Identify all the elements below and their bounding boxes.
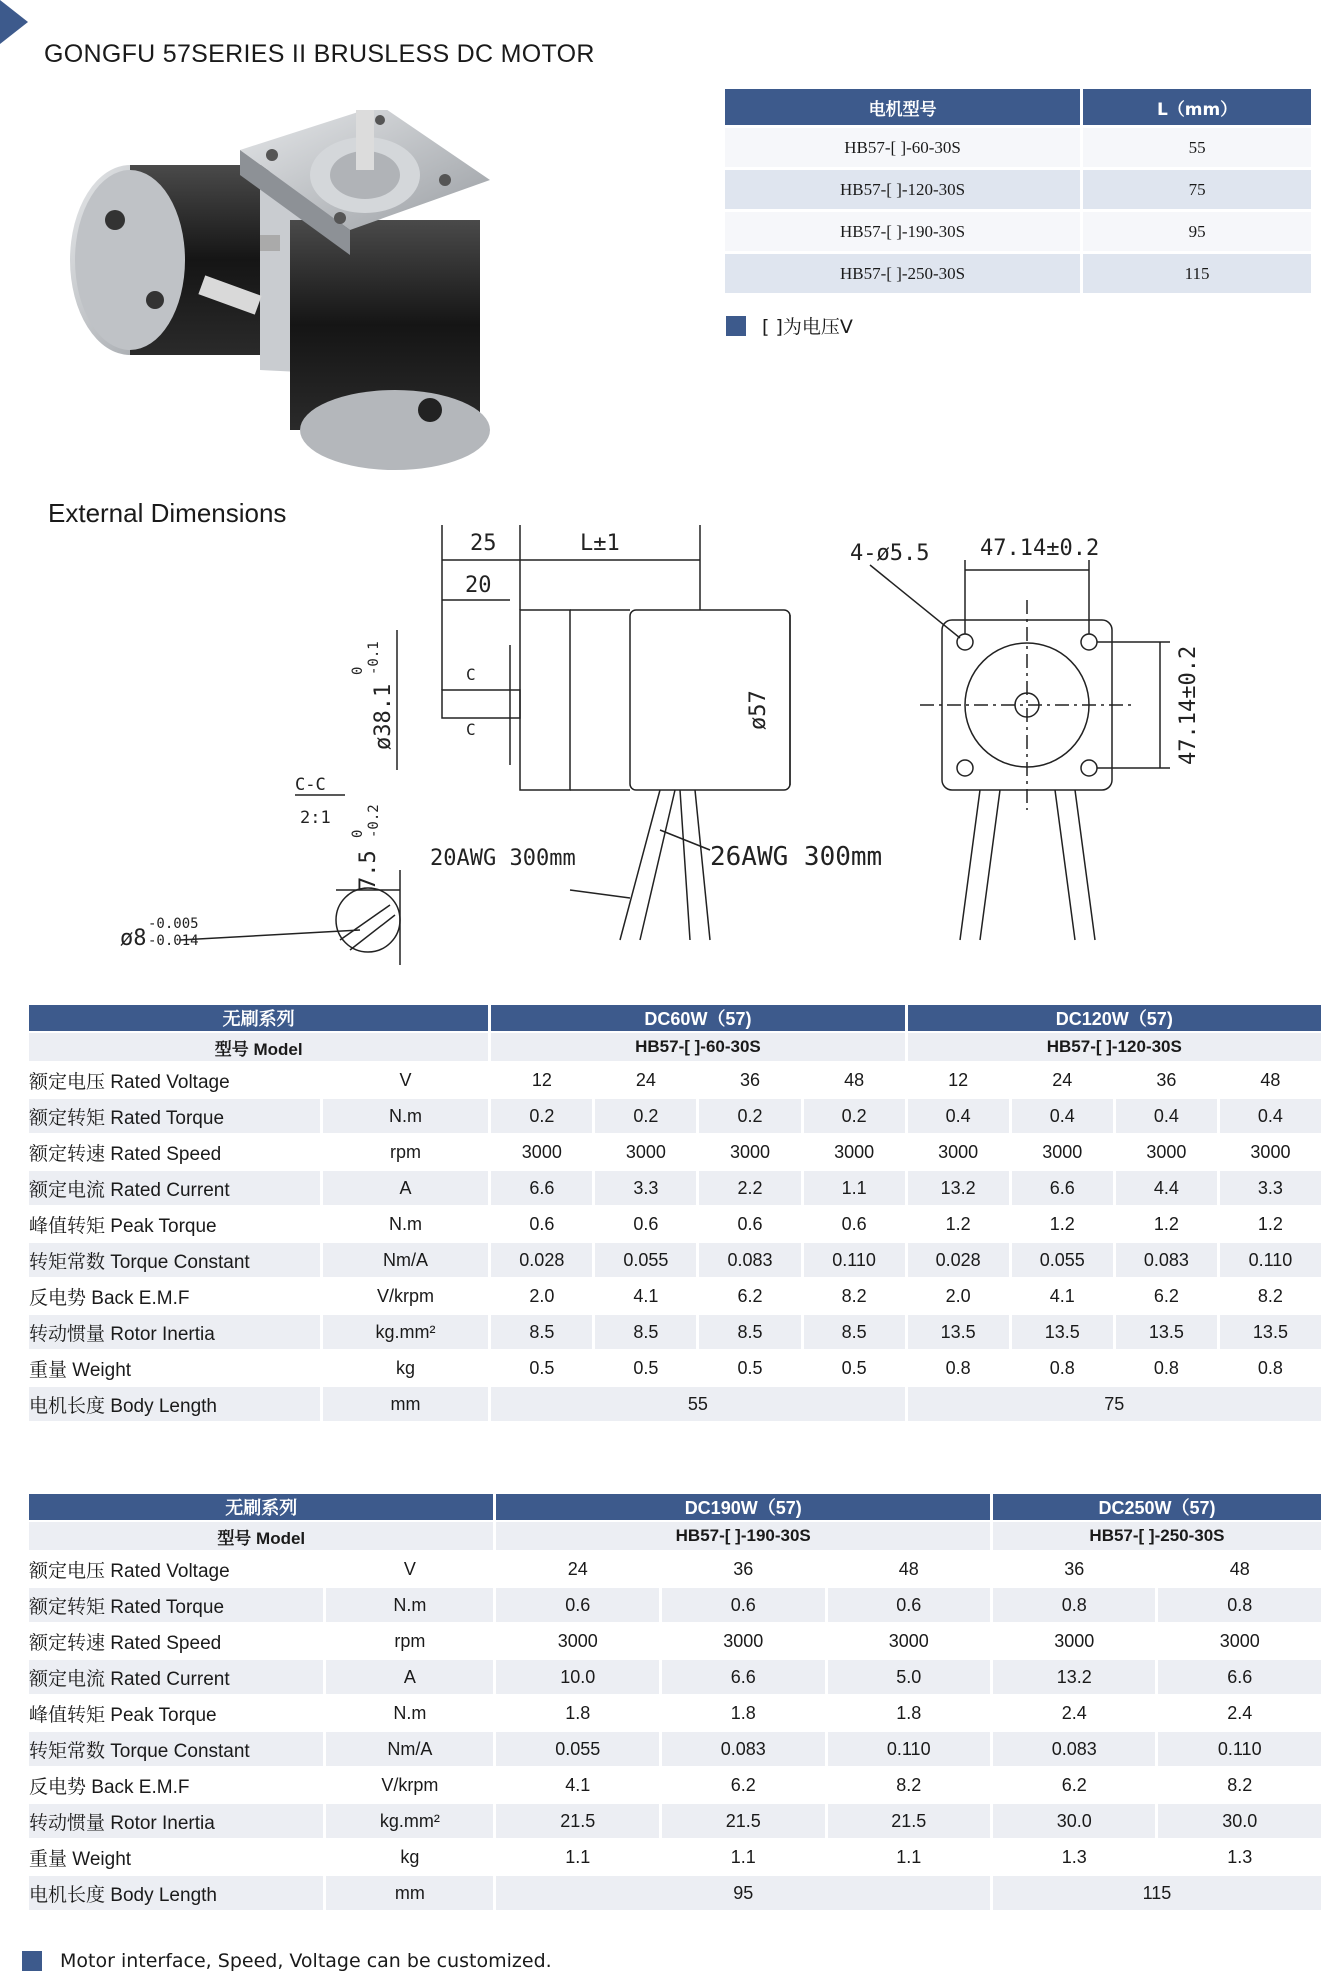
value-cell: 8.2 bbox=[1158, 1768, 1321, 1802]
value-cell: 0.110 bbox=[1158, 1732, 1321, 1766]
value-cell: 13.5 bbox=[1012, 1315, 1113, 1349]
value-cell: 10.0 bbox=[496, 1660, 659, 1694]
row-label: 转矩常数 Torque Constant bbox=[29, 1243, 320, 1277]
value-cell: 0.5 bbox=[491, 1351, 592, 1385]
value-cell: 0.8 bbox=[993, 1588, 1156, 1622]
row-unit: kg bbox=[326, 1840, 493, 1874]
corner-triangle-icon bbox=[0, 0, 28, 44]
value-cell: 0.083 bbox=[1116, 1243, 1217, 1277]
value-cell: 75 bbox=[908, 1387, 1321, 1421]
table-row bbox=[725, 128, 1311, 167]
value-cell: 0.8 bbox=[908, 1351, 1009, 1385]
value-cell: 1.3 bbox=[1158, 1840, 1321, 1874]
pitch-v-label: 47.14±0.2 bbox=[1176, 645, 1201, 765]
value-cell: 3.3 bbox=[1220, 1171, 1321, 1205]
value-cell: 3000 bbox=[491, 1135, 592, 1169]
wire-26awg-label: 26AWG 300mm bbox=[710, 842, 883, 872]
row-unit: mm bbox=[323, 1387, 488, 1421]
table-row bbox=[29, 1588, 1321, 1622]
cell: HB57-[ ]-190-30S bbox=[725, 212, 1080, 251]
value-cell: 1.2 bbox=[908, 1207, 1009, 1241]
value-cell: 2.0 bbox=[908, 1279, 1009, 1313]
value-cell: 0.8 bbox=[1158, 1588, 1321, 1622]
scale-label: 2:1 bbox=[300, 808, 331, 828]
header-length: L（mm） bbox=[1083, 89, 1311, 125]
value-cell: 0.6 bbox=[491, 1207, 592, 1241]
square-bullet-icon bbox=[726, 316, 746, 336]
table-header-row bbox=[29, 1005, 1321, 1031]
value-cell: 1.1 bbox=[496, 1840, 659, 1874]
value-cell: 3000 bbox=[1158, 1624, 1321, 1658]
value-cell: 3000 bbox=[496, 1624, 659, 1658]
value-cell: 3000 bbox=[595, 1135, 696, 1169]
square-bullet-icon bbox=[22, 1951, 42, 1971]
row-unit: kg.mm² bbox=[326, 1804, 493, 1838]
value-cell: 0.2 bbox=[595, 1099, 696, 1133]
dimension-drawing bbox=[100, 520, 1250, 990]
value-cell: 1.2 bbox=[1116, 1207, 1217, 1241]
value-cell: 8.2 bbox=[828, 1768, 990, 1802]
length-table bbox=[722, 86, 1314, 296]
header-model: 电机型号 bbox=[725, 89, 1080, 125]
value-cell: 8.5 bbox=[491, 1315, 592, 1349]
table-row bbox=[29, 1768, 1321, 1802]
body-dia-label: ø57 bbox=[746, 690, 771, 730]
series-header: 无刷系列 bbox=[29, 1494, 493, 1520]
value-cell: 0.2 bbox=[804, 1099, 905, 1133]
value-cell: 3000 bbox=[662, 1624, 825, 1658]
value-cell: 36 bbox=[1116, 1063, 1217, 1097]
group-header: DC190W（57) bbox=[496, 1494, 990, 1520]
value-cell: 4.1 bbox=[496, 1768, 659, 1802]
model-label: 型号 Model bbox=[29, 1033, 488, 1061]
row-unit: V bbox=[326, 1552, 493, 1586]
value-cell: 0.6 bbox=[662, 1588, 825, 1622]
value-cell: 6.6 bbox=[1012, 1171, 1113, 1205]
value-cell: 6.2 bbox=[662, 1768, 825, 1802]
group-header: DC120W（57) bbox=[908, 1005, 1321, 1031]
model-value: HB57-[ ]-60-30S bbox=[491, 1033, 904, 1061]
value-cell: 6.2 bbox=[699, 1279, 800, 1313]
value-cell: 3000 bbox=[908, 1135, 1009, 1169]
value-cell: 0.5 bbox=[595, 1351, 696, 1385]
table-row bbox=[29, 1171, 1321, 1205]
value-cell: 115 bbox=[993, 1876, 1321, 1910]
value-cell: 1.8 bbox=[662, 1696, 825, 1730]
value-cell: 4.4 bbox=[1116, 1171, 1217, 1205]
value-cell: 3000 bbox=[993, 1624, 1156, 1658]
value-cell: 24 bbox=[595, 1063, 696, 1097]
row-label: 电机长度 Body Length bbox=[29, 1387, 320, 1421]
table-row bbox=[29, 1243, 1321, 1277]
row-unit: A bbox=[326, 1660, 493, 1694]
value-cell: 6.6 bbox=[1158, 1660, 1321, 1694]
value-cell: 13.5 bbox=[908, 1315, 1009, 1349]
value-cell: 30.0 bbox=[1158, 1804, 1321, 1838]
value-cell: 8.5 bbox=[699, 1315, 800, 1349]
table-row bbox=[725, 170, 1311, 209]
table-header-row bbox=[29, 1494, 1321, 1520]
row-label: 电机长度 Body Length bbox=[29, 1876, 323, 1910]
footer-text: Motor interface, Speed, Voltage can be customized. bbox=[60, 1950, 552, 1972]
wire-20awg-label: 20AWG 300mm bbox=[430, 846, 576, 871]
value-cell: 36 bbox=[993, 1552, 1156, 1586]
value-cell: 5.0 bbox=[828, 1660, 990, 1694]
row-label: 额定转速 Rated Speed bbox=[29, 1624, 323, 1658]
value-cell: 2.0 bbox=[491, 1279, 592, 1313]
value-cell: 3000 bbox=[1012, 1135, 1113, 1169]
value-cell: 48 bbox=[1158, 1552, 1321, 1586]
note-text: [ ]为电压V bbox=[762, 316, 853, 338]
value-cell: 0.6 bbox=[595, 1207, 696, 1241]
table-row bbox=[29, 1315, 1321, 1349]
value-cell: 1.3 bbox=[993, 1840, 1156, 1874]
value-cell: 0.4 bbox=[1220, 1099, 1321, 1133]
table-row bbox=[29, 1696, 1321, 1730]
table-row bbox=[29, 1804, 1321, 1838]
table-row bbox=[29, 1135, 1321, 1169]
length-row bbox=[29, 1387, 1321, 1421]
model-row bbox=[29, 1033, 1321, 1061]
value-cell: 13.2 bbox=[993, 1660, 1156, 1694]
dim-20-label: 20 bbox=[465, 573, 492, 598]
value-cell: 0.6 bbox=[828, 1588, 990, 1622]
table-row bbox=[29, 1063, 1321, 1097]
dim-L-label: L±1 bbox=[580, 531, 620, 556]
holes-label: 4-ø5.5 bbox=[850, 541, 930, 566]
row-label: 额定电流 Rated Current bbox=[29, 1660, 323, 1694]
table-row bbox=[29, 1099, 1321, 1133]
value-cell: 13.2 bbox=[908, 1171, 1009, 1205]
value-cell: 36 bbox=[662, 1552, 825, 1586]
series-header: 无刷系列 bbox=[29, 1005, 488, 1031]
value-cell: 0.8 bbox=[1116, 1351, 1217, 1385]
model-label: 型号 Model bbox=[29, 1522, 493, 1550]
row-unit: V/krpm bbox=[323, 1279, 488, 1313]
spec-table-1 bbox=[26, 1003, 1324, 1423]
shaft-tol-top: 0 bbox=[350, 666, 366, 675]
row-label: 重量 Weight bbox=[29, 1840, 323, 1874]
row-unit: Nm/A bbox=[326, 1732, 493, 1766]
value-cell: 30.0 bbox=[993, 1804, 1156, 1838]
value-cell: 0.055 bbox=[1012, 1243, 1113, 1277]
length-row bbox=[29, 1876, 1321, 1910]
table-row bbox=[725, 254, 1311, 293]
value-cell: 4.1 bbox=[595, 1279, 696, 1313]
value-cell: 1.8 bbox=[496, 1696, 659, 1730]
value-cell: 48 bbox=[804, 1063, 905, 1097]
row-label: 额定电压 Rated Voltage bbox=[29, 1063, 320, 1097]
value-cell: 2.4 bbox=[993, 1696, 1156, 1730]
shaft-dia-label: ø38.1 bbox=[371, 683, 396, 750]
value-cell: 8.2 bbox=[804, 1279, 905, 1313]
value-cell: 8.5 bbox=[804, 1315, 905, 1349]
flat-tol-top: 0 bbox=[350, 829, 366, 838]
value-cell: 0.028 bbox=[491, 1243, 592, 1277]
row-label: 额定转矩 Rated Torque bbox=[29, 1099, 320, 1133]
table-row bbox=[29, 1279, 1321, 1313]
value-cell: 8.2 bbox=[1220, 1279, 1321, 1313]
value-cell: 21.5 bbox=[496, 1804, 659, 1838]
table-row bbox=[29, 1624, 1321, 1658]
row-unit: N.m bbox=[323, 1207, 488, 1241]
value-cell: 0.8 bbox=[1012, 1351, 1113, 1385]
value-cell: 1.1 bbox=[828, 1840, 990, 1874]
flat-tol-bottom: -0.2 bbox=[366, 804, 382, 838]
row-label: 峰值转矩 Peak Torque bbox=[29, 1696, 323, 1730]
value-cell: 6.6 bbox=[662, 1660, 825, 1694]
flat-label: 7.5 bbox=[356, 850, 381, 890]
motor-photo bbox=[60, 110, 580, 480]
value-cell: 95 bbox=[496, 1876, 990, 1910]
cell: 75 bbox=[1083, 170, 1311, 209]
row-label: 额定转速 Rated Speed bbox=[29, 1135, 320, 1169]
value-cell: 1.8 bbox=[828, 1696, 990, 1730]
value-cell: 3.3 bbox=[595, 1171, 696, 1205]
shaft-label: ø8 bbox=[120, 926, 147, 951]
value-cell: 3000 bbox=[699, 1135, 800, 1169]
value-cell: 0.083 bbox=[662, 1732, 825, 1766]
row-label: 峰值转矩 Peak Torque bbox=[29, 1207, 320, 1241]
row-unit: N.m bbox=[326, 1588, 493, 1622]
value-cell: 0.083 bbox=[993, 1732, 1156, 1766]
value-cell: 21.5 bbox=[828, 1804, 990, 1838]
value-cell: 3000 bbox=[1116, 1135, 1217, 1169]
value-cell: 6.6 bbox=[491, 1171, 592, 1205]
value-cell: 48 bbox=[828, 1552, 990, 1586]
model-value: HB57-[ ]-120-30S bbox=[908, 1033, 1321, 1061]
row-label: 重量 Weight bbox=[29, 1351, 320, 1385]
value-cell: 0.5 bbox=[699, 1351, 800, 1385]
row-label: 转动惯量 Rotor Inertia bbox=[29, 1804, 323, 1838]
model-value: HB57-[ ]-190-30S bbox=[496, 1522, 990, 1550]
value-cell: 0.110 bbox=[804, 1243, 905, 1277]
group-header: DC60W（57) bbox=[491, 1005, 904, 1031]
row-label: 额定转矩 Rated Torque bbox=[29, 1588, 323, 1622]
value-cell: 0.4 bbox=[1012, 1099, 1113, 1133]
value-cell: 3000 bbox=[1220, 1135, 1321, 1169]
section-label: C-C bbox=[295, 775, 326, 795]
row-unit: N.m bbox=[323, 1099, 488, 1133]
value-cell: 0.028 bbox=[908, 1243, 1009, 1277]
row-label: 转矩常数 Torque Constant bbox=[29, 1732, 323, 1766]
table-row bbox=[29, 1840, 1321, 1874]
value-cell: 0.6 bbox=[699, 1207, 800, 1241]
row-label: 额定电压 Rated Voltage bbox=[29, 1552, 323, 1586]
value-cell: 6.2 bbox=[993, 1768, 1156, 1802]
row-unit: rpm bbox=[326, 1624, 493, 1658]
value-cell: 0.2 bbox=[699, 1099, 800, 1133]
shaft-tol-top-label: -0.005 bbox=[148, 916, 199, 932]
value-cell: 12 bbox=[908, 1063, 1009, 1097]
dim-25-label: 25 bbox=[470, 531, 497, 556]
value-cell: 13.5 bbox=[1116, 1315, 1217, 1349]
cell: 55 bbox=[1083, 128, 1311, 167]
row-unit: A bbox=[323, 1171, 488, 1205]
value-cell: 48 bbox=[1220, 1063, 1321, 1097]
row-unit: kg.mm² bbox=[323, 1315, 488, 1349]
value-cell: 3000 bbox=[828, 1624, 990, 1658]
pitch-h-label: 47.14±0.2 bbox=[980, 536, 1100, 561]
value-cell: 24 bbox=[496, 1552, 659, 1586]
row-unit: Nm/A bbox=[323, 1243, 488, 1277]
table-row bbox=[725, 212, 1311, 251]
shaft-tol-bottom: -0.1 bbox=[366, 641, 382, 675]
value-cell: 55 bbox=[491, 1387, 904, 1421]
row-label: 反电势 Back E.M.F bbox=[29, 1768, 323, 1802]
row-unit: N.m bbox=[326, 1696, 493, 1730]
model-row bbox=[29, 1522, 1321, 1550]
value-cell: 0.6 bbox=[804, 1207, 905, 1241]
value-cell: 0.110 bbox=[1220, 1243, 1321, 1277]
table-row bbox=[29, 1732, 1321, 1766]
row-label: 转动惯量 Rotor Inertia bbox=[29, 1315, 320, 1349]
value-cell: 13.5 bbox=[1220, 1315, 1321, 1349]
value-cell: 0.055 bbox=[496, 1732, 659, 1766]
row-unit: mm bbox=[326, 1876, 493, 1910]
value-cell: 0.5 bbox=[804, 1351, 905, 1385]
table-row bbox=[29, 1207, 1321, 1241]
table-row bbox=[29, 1552, 1321, 1586]
cell: HB57-[ ]-250-30S bbox=[725, 254, 1080, 293]
shaft-tol-bottom-label: -0.014 bbox=[148, 933, 199, 949]
section-mark-c2: C bbox=[466, 720, 476, 739]
value-cell: 0.6 bbox=[496, 1588, 659, 1622]
row-unit: rpm bbox=[323, 1135, 488, 1169]
page-title: GONGFU 57SERIES II BRUSLESS DC MOTOR bbox=[44, 40, 595, 68]
section-title: External Dimensions bbox=[48, 498, 287, 528]
value-cell: 0.4 bbox=[908, 1099, 1009, 1133]
value-cell: 0.4 bbox=[1116, 1099, 1217, 1133]
value-cell: 0.8 bbox=[1220, 1351, 1321, 1385]
spec-table-2 bbox=[26, 1492, 1324, 1912]
cell: HB57-[ ]-120-30S bbox=[725, 170, 1080, 209]
footer-note bbox=[22, 1950, 552, 1972]
value-cell: 1.1 bbox=[804, 1171, 905, 1205]
voltage-note bbox=[726, 312, 853, 339]
value-cell: 8.5 bbox=[595, 1315, 696, 1349]
cell: 115 bbox=[1083, 254, 1311, 293]
value-cell: 6.2 bbox=[1116, 1279, 1217, 1313]
cell: 95 bbox=[1083, 212, 1311, 251]
value-cell: 2.2 bbox=[699, 1171, 800, 1205]
value-cell: 4.1 bbox=[1012, 1279, 1113, 1313]
value-cell: 2.4 bbox=[1158, 1696, 1321, 1730]
row-unit: V/krpm bbox=[326, 1768, 493, 1802]
row-label: 反电势 Back E.M.F bbox=[29, 1279, 320, 1313]
row-unit: kg bbox=[323, 1351, 488, 1385]
table-row bbox=[29, 1660, 1321, 1694]
value-cell: 0.055 bbox=[595, 1243, 696, 1277]
cell: HB57-[ ]-60-30S bbox=[725, 128, 1080, 167]
value-cell: 21.5 bbox=[662, 1804, 825, 1838]
value-cell: 1.1 bbox=[662, 1840, 825, 1874]
group-header: DC250W（57) bbox=[993, 1494, 1321, 1520]
table-row bbox=[29, 1351, 1321, 1385]
value-cell: 0.110 bbox=[828, 1732, 990, 1766]
value-cell: 12 bbox=[491, 1063, 592, 1097]
row-label: 额定电流 Rated Current bbox=[29, 1171, 320, 1205]
value-cell: 0.083 bbox=[699, 1243, 800, 1277]
value-cell: 24 bbox=[1012, 1063, 1113, 1097]
value-cell: 36 bbox=[699, 1063, 800, 1097]
row-unit: V bbox=[323, 1063, 488, 1097]
model-value: HB57-[ ]-250-30S bbox=[993, 1522, 1321, 1550]
section-mark-c1: C bbox=[466, 665, 476, 684]
value-cell: 1.2 bbox=[1220, 1207, 1321, 1241]
value-cell: 3000 bbox=[804, 1135, 905, 1169]
value-cell: 1.2 bbox=[1012, 1207, 1113, 1241]
value-cell: 0.2 bbox=[491, 1099, 592, 1133]
